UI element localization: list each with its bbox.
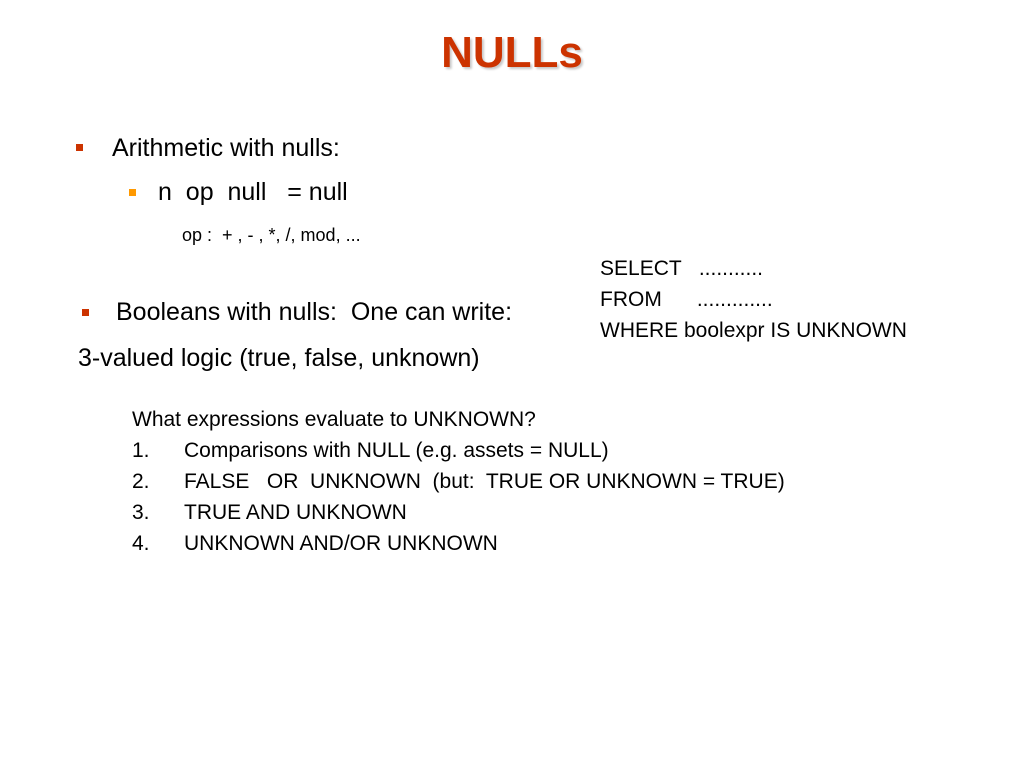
- list-item-number: 4.: [132, 532, 150, 555]
- bullet-square-icon: [82, 309, 89, 316]
- sub-bullet-square-icon: [129, 189, 136, 196]
- list-item-text: FALSE OR UNKNOWN (but: TRUE OR UNKNOWN = TRUE): [184, 470, 785, 493]
- list-item-number: 3.: [132, 501, 150, 524]
- bullet-booleans: Booleans with nulls: One can write:: [116, 298, 513, 326]
- sub-bullet-null-op: n op null = null: [158, 178, 348, 206]
- sql-from-line: FROM .............: [600, 288, 773, 311]
- bullet-arithmetic: Arithmetic with nulls:: [112, 134, 340, 162]
- bullet-square-icon: [76, 144, 83, 151]
- list-item-text: Comparisons with NULL (e.g. assets = NULL): [184, 439, 609, 462]
- list-item-number: 1.: [132, 439, 150, 462]
- unknown-question: What expressions evaluate to UNKNOWN?: [132, 408, 536, 431]
- list-item-text: UNKNOWN AND/OR UNKNOWN: [184, 532, 498, 555]
- op-note: op : + , - , *, /, mod, ...: [182, 225, 361, 245]
- sql-select-line: SELECT ...........: [600, 257, 763, 280]
- list-item-text: TRUE AND UNKNOWN: [184, 501, 407, 524]
- slide-title: NULLs: [441, 28, 583, 77]
- three-valued-logic: 3-valued logic (true, false, unknown): [78, 344, 480, 372]
- list-item-number: 2.: [132, 470, 150, 493]
- sql-where-line: WHERE boolexpr IS UNKNOWN: [600, 319, 907, 342]
